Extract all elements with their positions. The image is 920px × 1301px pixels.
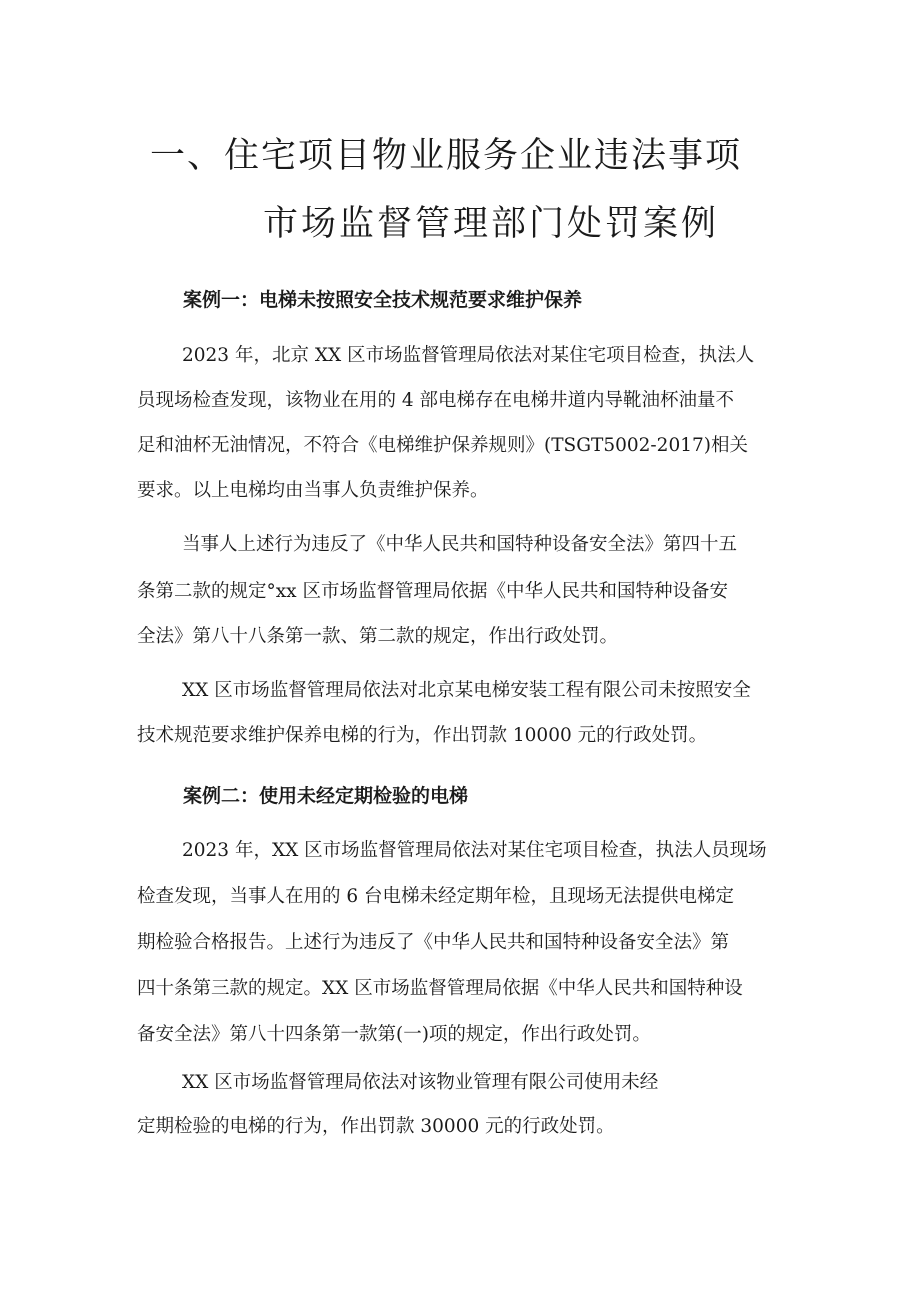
case2-paragraph1-line: 备安全法》第八十四条第一款第(一)项的规定，作出行政处罚。 — [137, 1024, 651, 1045]
case2-paragraph1-line: 2023 年，XX 区市场监督管理局依法对某住宅项目检查，执法人员现场 — [182, 840, 767, 861]
case2-heading: 案例二：使用未经定期检验的电梯 — [183, 785, 469, 807]
document-title-line-1: 一、住宅项目物业服务企业违法事项 — [150, 136, 743, 176]
case1-paragraph1-line: 员现场检查发现，该物业在用的 4 部电梯存在电梯井道内导靴油杯油量不 — [137, 390, 735, 411]
case2-paragraph2-line: XX 区市场监督管理局依法对该物业管理有限公司使用未经 — [182, 1072, 659, 1093]
case1-heading: 案例一：电梯未按照安全技术规范要求维护保养 — [183, 289, 583, 311]
case2-paragraph1-line: 期检验合格报告。上述行为违反了《中华人民共和国特种设备安全法》第 — [137, 932, 730, 953]
case1-paragraph3-line: XX 区市场监督管理局依法对北京某电梯安装工程有限公司未按照安全 — [182, 680, 751, 701]
case2-paragraph1-line: 四十条第三款的规定。XX 区市场监督管理局依据《中华人民共和国特种设 — [137, 978, 743, 999]
case1-paragraph2-line: 全法》第八十八条第一款、第二款的规定，作出行政处罚。 — [137, 626, 619, 647]
case1-paragraph3-line: 技术规范要求维护保养电梯的行为，作出罚款 10000 元的行政处罚。 — [137, 725, 708, 746]
case2-paragraph1-line: 检查发现，当事人在用的 6 台电梯未经定期年检，且现场无法提供电梯定 — [137, 886, 735, 907]
case1-paragraph2-line: 条第二款的规定°xx 区市场监督管理局依据《中华人民共和国特种设备安 — [137, 581, 729, 602]
case1-paragraph1-line: 足和油杯无油情况，不符合《电梯维护保养规则》(TSGT5002-2017)相关 — [137, 435, 748, 456]
case1-paragraph1-line: 2023 年，北京 XX 区市场监督管理局依法对某住宅项目检查，执法人 — [182, 345, 755, 366]
case1-paragraph2-line: 当事人上述行为违反了《中华人民共和国特种设备安全法》第四十五 — [182, 534, 738, 555]
case2-paragraph2-line: 定期检验的电梯的行为，作出罚款 30000 元的行政处罚。 — [137, 1116, 615, 1137]
document-title-line-2: 市场监督管理部门处罚案例 — [263, 204, 720, 244]
case1-paragraph1-line: 要求。以上电梯均由当事人负责维护保养。 — [137, 480, 489, 501]
